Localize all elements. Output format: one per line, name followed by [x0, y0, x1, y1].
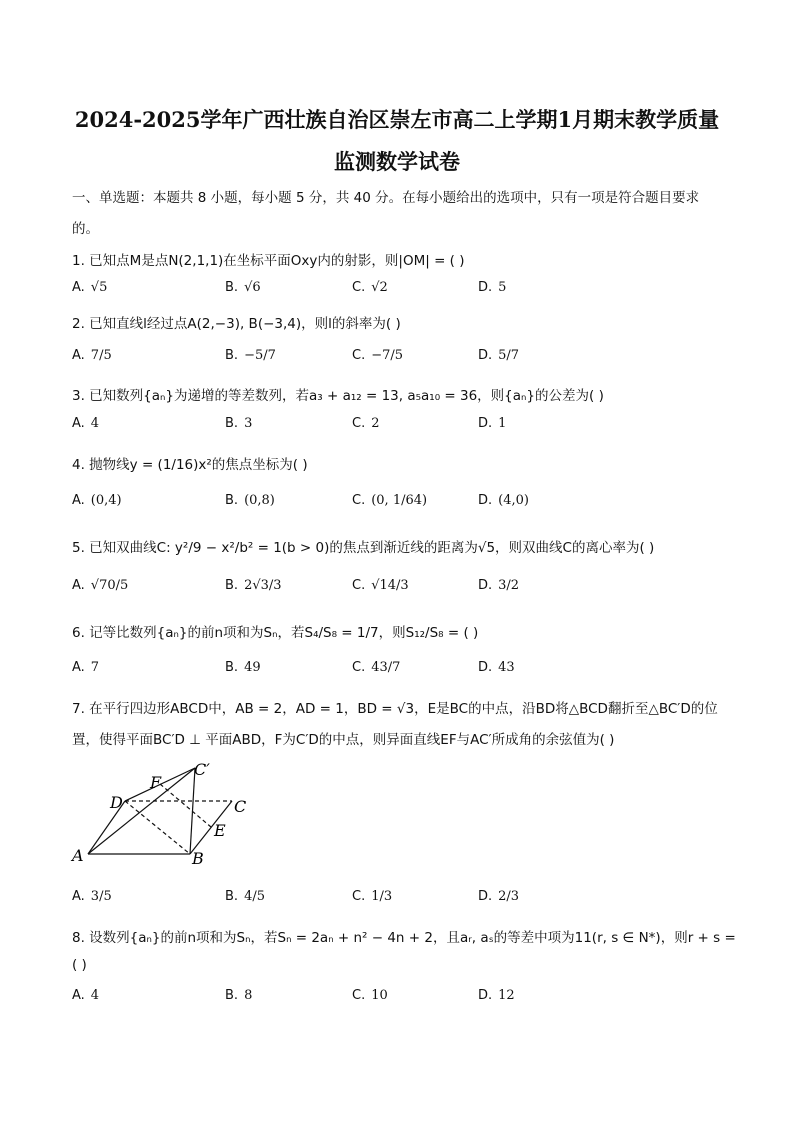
question-5-option-a[interactable]: A. √70/5 [72, 578, 129, 593]
figure-label-c-prime: C′ [194, 760, 210, 779]
exam-title-line-1: 2024-2025学年广西壮族自治区崇左市高二上学期1月期末教学质量 [74, 107, 720, 132]
question-8-stem: 8. 设数列{aₙ}的前n项和为Sₙ，若Sₙ = 2aₙ + n² − 4n + 2，且aᵣ, aₛ的等差中项为11(r, s ∈ N*)，则r + s = [72, 930, 736, 946]
exam-title-line-2: 监测数学试卷 [334, 149, 460, 174]
question-4-stem: 4. 抛物线y = (1/16)x²的焦点坐标为( ) [72, 457, 308, 473]
question-3-stem: 3. 已知数列{aₙ}为递增的等差数列，若a₃ + a₁₂ = 13, a₅a₁₀ = 36，则{aₙ}的公差为( ) [72, 388, 604, 404]
question-7-option-d[interactable]: D. 2/3 [478, 889, 520, 904]
question-3-option-c[interactable]: C. 2 [352, 416, 380, 431]
question-1-option-d[interactable]: D. 5 [478, 280, 507, 295]
question-6-stem: 6. 记等比数列{aₙ}的前n项和为Sₙ，若S₄/S₈ = 1/7，则S₁₂/S₈ = ( ) [72, 625, 479, 641]
question-2-stem: 2. 已知直线l经过点A(2,−3), B(−3,4)，则l的斜率为( ) [72, 316, 401, 332]
question-6-option-d[interactable]: D. 43 [478, 660, 515, 675]
question-1-option-a[interactable]: A. √5 [72, 280, 108, 295]
question-3-option-b[interactable]: B. 3 [225, 416, 253, 431]
question-8-option-d[interactable]: D. 12 [478, 988, 515, 1003]
question-7-option-a[interactable]: A. 3/5 [72, 889, 112, 904]
figure-label-e: E [214, 821, 226, 840]
question-3-option-a[interactable]: A. 4 [72, 416, 100, 431]
question-5-option-c[interactable]: C. √14/3 [352, 578, 409, 593]
question-5-option-d[interactable]: D. 3/2 [478, 578, 520, 593]
question-7-stem-cont: 置，使得平面BC′D ⊥ 平面ABD，F为C′D的中点，则异面直线EF与AC′所成角的余弦值为( ) [72, 732, 615, 748]
question-8-stem-cont: ( ) [72, 957, 87, 973]
question-5-option-b[interactable]: B. 2√3/3 [225, 578, 282, 593]
question-2-option-d[interactable]: D. 5/7 [478, 348, 520, 363]
question-8-option-a[interactable]: A. 4 [72, 988, 100, 1003]
question-1-stem: 1. 已知点M是点N(2,1,1)在坐标平面Oxy内的射影，则|OM| = ( ) [72, 253, 465, 269]
question-1-option-c[interactable]: C. √2 [352, 280, 388, 295]
figure-label-c: C [234, 797, 247, 816]
question-2-option-b[interactable]: B. −5/7 [225, 348, 276, 363]
question-3-option-d[interactable]: D. 1 [478, 416, 507, 431]
question-6-option-c[interactable]: C. 43/7 [352, 660, 401, 675]
question-5-stem: 5. 已知双曲线C: y²/9 − x²/b² = 1(b > 0)的焦点到渐近线的距离为√5，则双曲线C的离心率为( ) [72, 540, 655, 556]
section-instruction: 一、单选题：本题共 8 小题，每小题 5 分，共 40 分。在每小题给出的选项中，只有一项是符合题目要求 [72, 190, 700, 206]
question-2-option-c[interactable]: C. −7/5 [352, 348, 404, 363]
figure-label-d: D [110, 793, 123, 812]
question-7-option-b[interactable]: B. 4/5 [225, 889, 265, 904]
question-2-option-a[interactable]: A. 7/5 [72, 348, 112, 363]
question-7-figure [60, 756, 260, 868]
question-4-option-d[interactable]: D. (4,0) [478, 493, 529, 508]
question-6-option-b[interactable]: B. 49 [225, 660, 261, 675]
figure-label-a: A [72, 846, 84, 865]
question-4-option-c[interactable]: C. (0, 1/64) [352, 493, 428, 508]
question-4-option-b[interactable]: B. (0,8) [225, 493, 275, 508]
question-6-option-a[interactable]: A. 7 [72, 660, 100, 675]
figure-label-f: F [150, 773, 162, 792]
question-4-option-a[interactable]: A. (0,4) [72, 493, 122, 508]
question-7-option-c[interactable]: C. 1/3 [352, 889, 393, 904]
section-instruction-cont: 的。 [72, 221, 99, 237]
figure-label-b: B [192, 849, 204, 868]
question-1-option-b[interactable]: B. √6 [225, 280, 261, 295]
question-7-stem: 7. 在平行四边形ABCD中，AB = 2，AD = 1，BD = √3，E是BC的中点，沿BD将△BCD翻折至△BC′D的位 [72, 701, 718, 717]
question-8-option-b[interactable]: B. 8 [225, 988, 253, 1003]
question-8-option-c[interactable]: C. 10 [352, 988, 388, 1003]
